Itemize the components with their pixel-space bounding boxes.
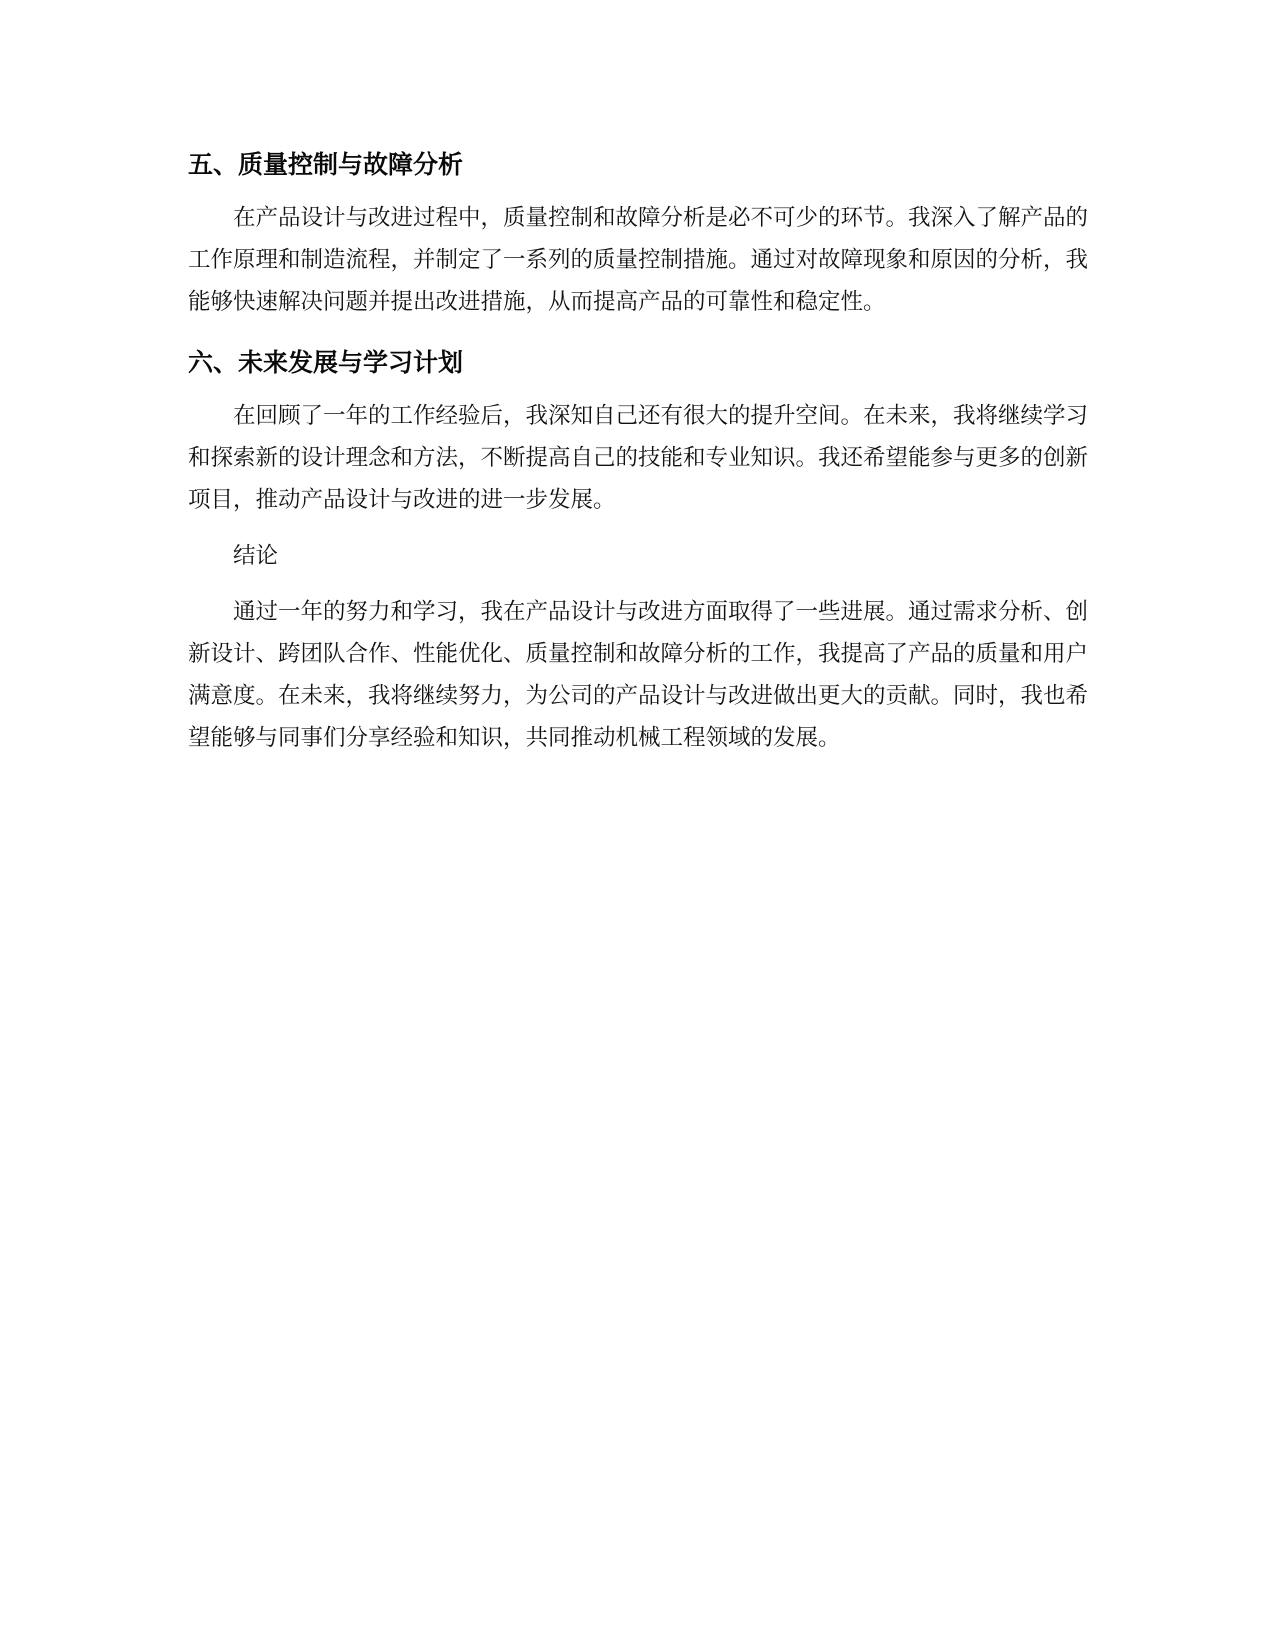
section-heading-quality-control: 五、质量控制与故障分析 xyxy=(188,150,464,179)
section-paragraph-future-plan: 在回顾了一年的工作经验后，我深知自己还有很大的提升空间。在未来，我将继续学习和探索新的设计理念和方法，不断提高自己的技能和专业知识。我还希望能参与更多的创新项目，推动产品设计与改进的进一步发展。 xyxy=(188,403,1089,513)
conclusion-label: 结论 xyxy=(233,543,279,569)
section-heading-future-plan: 六、未来发展与学习计划 xyxy=(188,348,464,377)
conclusion-paragraph: 通过一年的努力和学习，我在产品设计与改进方面取得了一些进展。通过需求分析、创新设计、跨团队合作、性能优化、质量控制和故障分析的工作，我提高了产品的质量和用户满意度。在未来，我将继续努力，为公司的产品设计与改进做出更大的贡献。同时，我也希望能够与同事们分享经验和知识，共同推动机械工程领域的发展。 xyxy=(188,599,1089,751)
document-page xyxy=(188,145,1088,773)
section-paragraph-quality-control: 在产品设计与改进过程中，质量控制和故障分析是必不可少的环节。我深入了解产品的工作原理和制造流程，并制定了一系列的质量控制措施。通过对故障现象和原因的分析，我能够快速解决问题并提出改进措施，从而提高产品的可靠性和稳定性。 xyxy=(188,205,1089,315)
